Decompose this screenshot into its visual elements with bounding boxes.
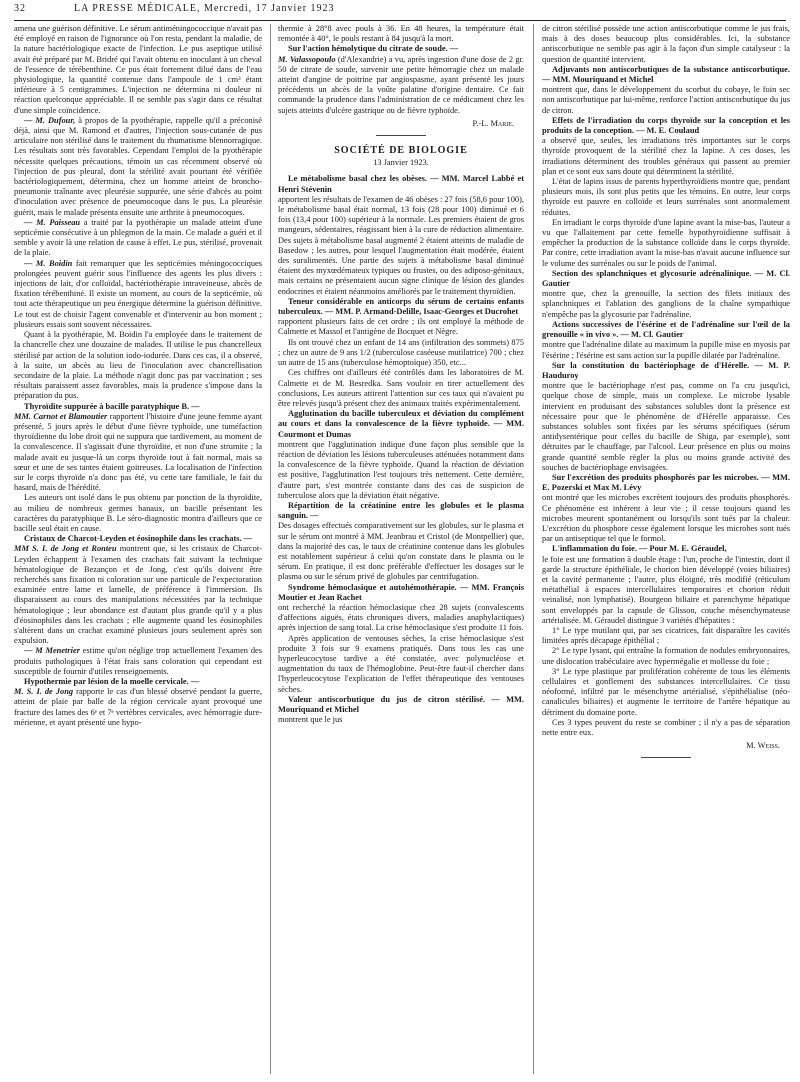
paragraph <box>542 24 790 65</box>
paragraph <box>278 634 524 695</box>
section-heading: Sur l'action hémolytique du citrate de soude. — <box>288 44 459 54</box>
paragraph-text: rapporte le cas d'un blessé observé pendant la guerre, atteint de plaie par balle de la région cervicale ayant provoqué une fracture des lames des 6ᵉ et 7ᵉ vertèbres cervicales, avec hémorragie dure-mérienne, et ayant présenté une hypo- <box>14 687 262 727</box>
section-heading: Le métabolisme basal chez les obèses. — MM. Marcel Labbé et Henri Stévenin <box>278 174 524 194</box>
author-names: — M Menetrier <box>24 646 80 656</box>
author-signature: P.-L. Marie. <box>472 118 514 128</box>
paragraph-text: Ils ont trouvé chez un enfant de 14 ans (infiltration des sommets) 875 ; chez un autre de 9 ans 1/2 (tuberculose caséeuse mutilatrice) 700 ; chez un autre de 15 ans (tuberculose hémoptoïque) 350, etc... <box>278 337 524 368</box>
author-signature: M. Weiss. <box>746 741 780 751</box>
paragraph-text: 1° Le type mutilant qui, par ses cicatrices, fait disparaître les cavités limitées après décapage épithélial ; <box>542 625 790 646</box>
paragraph <box>278 368 524 409</box>
paragraph <box>14 330 262 401</box>
paragraph <box>14 116 262 218</box>
paragraph-text: 2° Le type lysant, qui entraîne la formation de nodules embryonnaires, une dislocation trabéculaire avec hypermégalie et mollesse du foie ; <box>542 646 790 666</box>
paragraph-text: montrent que l'agglutination indique d'une façon plus sensible que la réaction de déviation les lésions tuberculeuses atténuées notamment dans la convalescence de la fièvre typhoïde. Quand la réaction de déviation est positive, l'agglutination l'est toujours très nettement. Cette dernière, d'autre part, s'est montrée constante dans des cas de suspicion de tuberculose alors que la déviation était négative. <box>278 439 524 500</box>
paragraph <box>542 177 790 218</box>
column-3 <box>542 24 790 1076</box>
paragraph <box>542 667 790 718</box>
paragraph-text: amena une guérison définitive. Le sérum antiméningococcique n'avait pas été employé en raison de l'ignorance où l'on resta, pendant la maladie, de la nature bactériologique exacte de l'infection. Le pus aseptique utilisé avait été préparé par M. Bridré qui l'avait obtenu en inoculant à un cheval de l'essence de térébenthine. Ce pus était fortement dilué dans de l'eau physiologique, la quantité contenue dans l'ampoule de 1 cm³ étant inférieure à 5 centigrammes. L'injection ne détermina ni douleur ni réaction quelconque appréciable. Il ne semble pas s'agir dans ce résultat d'une simple coïncidence. <box>14 24 262 115</box>
section-heading: Syndrome hémoclasique et autohémothérapie. — MM. François Moutier et Jean Rachet <box>278 582 524 602</box>
author-names: MM. Carnot et Blamoutier <box>14 411 108 421</box>
author-names: MM S. I. de Jong et Ronteu <box>14 544 117 554</box>
paragraph <box>278 317 524 337</box>
paragraph <box>542 718 790 738</box>
author-names: M. Valassopoulo <box>278 54 336 64</box>
paragraph <box>542 85 790 116</box>
session-date: 13 Janvier 1923. <box>373 158 429 168</box>
paragraph <box>278 24 524 44</box>
paragraph <box>14 412 262 494</box>
column-divider <box>270 24 271 1074</box>
page-number: 32 <box>14 3 26 14</box>
paragraph-text: fait remarquer que les septicémies méningococciques prolongées peuvent guérir sous l'influence des agents les plus divers : injections de lait, d'or colloïdal, bactériothérapie intraveineuse, abcès de fixation térébenthiné. Il existe un moment, au cours de la septicémie, où tout acte thérapeutique un peu énergique détermine la guérison définitive. Le tout est de choisir l'agent convenable et d'intervenir au bon moment ; plusieurs essais sont souvent nécessaires. <box>14 258 262 329</box>
paragraph <box>14 259 262 330</box>
paragraph-text: le foie est une formation à double étage : l'un, proche de l'intestin, dont il garde la structure épithéliale, le chorion bien développé (voies biliaires) et la cavité permanente ; l'autre, plus éloigné, très modifié (réticulum métathélial à espaces intercellulaires temporaires et chorion réduit veinalisé, non lymphatisé). Bourgeon biliaire et parenchyme hépatique sont enveloppés par la capsule de Glisson, couche mésenchymateuse artérialisée. M. Géraudel distingue 3 variétés d'hépatites : <box>542 554 790 625</box>
paragraph-text: 3° Le type plastique par prolifération cohérente de tous les éléments cellulaires et gonflement des substances intercellulaires. Ce tissu néoformé, infiltré par le mésenchyme artérialisé, s'épithélialise (néo-canalicules biliaires) et augmente le territoire de l'artère hépatique au détriment du domaine porte. <box>542 666 790 717</box>
divider <box>641 757 691 758</box>
paragraph-text: Ces 3 types peuvent du reste se combiner ; il n'y a pas de séparation nette entre eux. <box>542 717 790 738</box>
paragraph-text: L'état de lapins issus de parents hyperthyroïdiens montre que, pendant plusieurs mois, ils sont plus petits que les témoins. En outre, leur corps thyroïde est pauvre en colloïde et leurs surrénales sont anormalement réduites. <box>542 177 790 217</box>
paragraph-text: a observé que, seules, les irradiations très importantes sur le corps thyroïde provoquent de la stérilité chez la lapine. A ces doses, les irradiations déterminent des troubles généraux qui passent au premier plan et ce sont eux sans doute qui déterminent la stérilité. <box>542 136 790 176</box>
paragraph <box>14 493 262 534</box>
section-heading: Agglutination du bacille tuberculeux et déviation du complément au cours et dans la convalescence de la fièvre typhoïde. — MM. Courmont et Dumas <box>278 409 524 439</box>
paragraph <box>278 715 524 725</box>
paragraph <box>14 646 262 677</box>
paragraph <box>278 440 524 501</box>
paragraph-text: Des dosages effectués comparativement sur les globules, sur le plasma et sur le sérum ont montré à MM. Jeanbrau et Cristol (de Montpellier) que, dans la majorité des cas, le taux de créatinine contenue dans les globules est notablement supérieur à celui qu'on constate dans le plasma ou le sérum. En pratique, il est donc préférable d'effectuer les dosages sur le plasma ou sur le sérum privé de globules par centrifugation. <box>278 521 524 582</box>
paragraph <box>278 195 524 297</box>
section-heading: Cristaux de Charcot-Leyden et éosinophile dans les crachats. — <box>24 534 253 544</box>
paragraph-text: (d'Alexandrie) a vu, après ingestion d'une dose de 2 gr. 50 de citrate de soude, survenir une petite hémorragie chez un malade atteint d'angine de poitrine par angiospasme, ayant présenté les jours précédents un abcès de la voûte palatine d'origine dentaire. Ce fait commande la prudence dans l'administration de ce médicament chez les sujets atteints d'ulcère gastrique ou de fièvre typhoïde. <box>278 54 524 115</box>
section-heading: Sur l'excrétion des produits phosphorés par les microbes. — MM. E. Pozerski et Max M. Lévy <box>542 472 790 493</box>
section-heading: Sur la constitution du bactériophage de d'Hérelle. — M. P. Hauduroy <box>542 360 790 380</box>
paragraph-text: ont recherché la réaction hémoclasique chez 28 sujets (convalescents d'affections aiguës, états chroniques divers, maladies anaphylactiques) après injection de sang total. La crise hémoclasique s'est produite 11 fois. <box>278 602 524 633</box>
paragraph <box>14 218 262 259</box>
paragraph <box>278 55 524 116</box>
section-heading: Hypothermie par lésion de la moelle cervicale. — <box>24 677 200 686</box>
paragraph <box>278 603 524 634</box>
paragraph-text: thermie à 28°8 avec pouls à 36. En 48 heures, la température était remontée à 40°, le pouls restant à 84 jusqu'à la mort. <box>278 24 524 44</box>
author-names: — M. Dufour, <box>24 115 76 125</box>
page-header <box>14 0 786 21</box>
section-heading: Adjuvants non antiscorbutiques de la substance antiscorbutique. — MM. Mouriquand et Michel <box>542 64 790 85</box>
paragraph <box>542 646 790 666</box>
paragraph <box>542 493 790 544</box>
author-names: — M. Paisseau <box>24 217 81 227</box>
paragraph-text: montrent que, si les cristaux de Charcot-Leyden échappent à l'examen des crachats fait suivant la technique hématologique de Bezançon et de Jong, c'est qu'ils doivent être recherchés sans fixation ni coloration sur une particule de l'expectoration examinée entre lame et lamelle, de préférence à l'immersion. Ils disparaissent au cours des manipulations nécessitées par la technique hématologique ; leur abondance est d'autant plus grande qu'il y a plus d'éosinophiles dans les crachats ; elle augmente quand les éosinophiles s'altèrent dans un crachat examiné plusieurs jours seulement après son expulsion. <box>14 544 262 646</box>
paragraph <box>542 626 790 646</box>
paragraph-text: rapportent plusieurs faits de cet ordre ; ils ont employé la méthode de Calmette et Massol et l'antigène de Bocquet et Nègre. <box>278 317 524 337</box>
section-heading: Thyroïdite suppurée à bacille paratyphique B. — <box>24 401 200 411</box>
paragraph <box>542 136 790 177</box>
column-divider <box>533 24 534 1074</box>
paragraph-text: montre que le bactériophage n'est pas, comme on l'a cru jusqu'ici, quelque chose de simple, mais un complexe. Le microbe lysable intervient en produisant des substances solubles dont la présence est nécessaire pour que le phénomène de d'Hérelle apparaisse. Ces substances solubles sont fixées par les sérums spécifiques (sérum antidysentérique pour celles du bacille de Shiga, par exemple), sont détruites par le chauffage, par l'alcool. Leur présence en plus ou moins grande quantité semble régler la plus ou moins grande activité des souches de bactériophage envisagées. <box>542 381 790 472</box>
paragraph-text: apportent les résultats de l'examen de 46 obèses : 27 fois (58,6 pour 100), le métabolisme basal était normal, 13 fois (28 pour 100) diminué et 6 fois (13,4 pour 100) supérieur à la normale. Les premiers étaient de gros mangeurs, sédentaires, réagissant bien à la cure de réduction alimentaire. Des sujets à métabolisme basal augmenté 2 étaient atteints de maladie de Basedow ; les autres, pour lesquel l'augmentation était modérée, étaient des suralimentés. Une partie des sujets à métabolisme basal diminué étaient des myxœdémateux typiques ou frustes, ou des adiposo-génitaux, mais certains ne présentaient aucun signe clinique de lésion des glandes endocrines et étaient néanmoins améliorés par le traitement thyroïdien. <box>278 194 524 296</box>
paragraph-text: montrent que, dans le développement du scorbut du cobaye, le foin sec non antiscorbutique par lui-même, renforce l'action antiscorbutique du jus de citron. <box>542 85 790 115</box>
paragraph-text: En irradiant le corps thyroïde d'une lapine avant la mise-bas, l'auteur a vu que l'allaitement par cette femelle hypothyroïdienne suffisait à empêcher la production de la substance colloïde dans le corps thyroïde. Par contre, cette irradiation avant la mise-bas n'avait aucune influence sur le volume des surrénales ou sur le poids de l'animal. <box>542 217 790 268</box>
column-2 <box>278 24 524 1076</box>
paragraph-text: Après application de ventouses sèches, la crise hémoclasique s'est produite 3 fois sur 9 examens pratiqués. Dans tous les cas une hyperleucocytose tardive a été constatée, avec polynucléose et augmentation du taux de l'hémoglobine. Peut-être faut-il chercher dans l'hyperleucocytose l'explication de l'effet thérapeutique des ventouses sèches. <box>278 633 524 694</box>
paragraph <box>278 521 524 582</box>
society-title: SOCIÉTÉ DE BIOLOGIE <box>334 145 468 157</box>
paragraph <box>278 338 524 369</box>
paragraph-text: a traité par la pyothérapie un malade atteint d'une septicémie consécutive à un phlegmon de la main. Ce malade a guéri et il semble y avoir là une relation de cause à effet. Le pus, stérilisé, provenait de la plaie. <box>14 217 262 258</box>
paragraph <box>14 687 262 728</box>
paragraph-text: de citron stérilisé possède une action antiscorbutique comme le jus frais, mais à des doses beaucoup plus considérables. Ici, la substance antiscorbutique ne semble pas agir à la façon d'un simple catalyseur : la question de quantité intervient. <box>542 24 790 64</box>
paragraph-text: montre que l'adrénaline dilate au maximum la pupille mise en myosis par l'ésérine ; l'ésérine est sans action sur la pupille dilatée par l'adrénaline. <box>542 340 790 360</box>
paragraph <box>542 555 790 626</box>
section-heading: Effets de l'irradiation du corps thyroïde sur la conception et les produits de la conception. — M. E. Coulaud <box>542 115 790 136</box>
paragraph <box>14 544 262 646</box>
author-names: M. S. I. de Jong <box>14 687 74 697</box>
section-heading: Section des splanchniques et glycosurie adrénalinique. — M. Cl. Gautier <box>542 268 790 289</box>
paragraph-text: estime qu'on néglige trop actuellement l'examen des produits pathologiques à l'état frais sans coloration qui cependant est susceptible de fournir d'utiles renseignements. <box>14 646 262 676</box>
author-names: — M. Boidin <box>24 258 73 268</box>
section-heading: Teneur considérable en anticorps du sérum de certains enfants tuberculeux. — MM. P. Armand-Delille, Isaac-Georges et Ducrohet <box>278 296 524 317</box>
section-heading: Répartition de la créatinine entre les globules et le plasma sanguin. — <box>278 500 524 521</box>
paragraph <box>542 218 790 269</box>
paragraph-text: montre que, chez la grenouille, la section des filets initiaux des splanchniques et l'ablation des ganglions de la chaîne sympathique n'empêche pas la glycosurie par l'adrénaline. <box>542 289 790 319</box>
paragraph <box>542 340 790 360</box>
paragraph-text: ont montré que les microbes excrètent toujours des produits phosphorés. Ce phénomène est inhérent à leur vie ; il cesse toujours quand les microbes meurent spontanément ou lorsqu'ils sont tués par la chaleur. L'excrétion du phosphore cesse également lorsque les microbes sont tués par un antiseptique tel que le formol. <box>542 493 790 544</box>
divider <box>376 135 426 136</box>
paragraph-text: montrent que le jus <box>278 715 343 725</box>
paragraph-text: Les auteurs ont isolé dans le pus obtenu par ponction de la thyroïdite, au milieu de nombreux germes banaux, un bacille présentant les caractères du paratyphique B. Le séro-diagnostic montra d'ailleurs que ce bacille seul était en cause. <box>14 493 262 533</box>
paragraph-text: à propos de la pyothérapie, rappelle qu'il a préconisé déjà, ainsi que M. Ramond et d'autres, l'injection sous-cutanée de pus articulaire non stérilisé dans le traitement du rhumatisme blennorragique. Les résultats sont très favorables. Cependant l'emploi de la pyothérapie nécessite quelques précautions, témoin un cas récemment observé où l'injection de pus pleural, dont la stérilité avait pourtant été vérifiée bactériologiquement, détermina, chez un homme atteint de broncho-pneumonie traînante avec pleurésie suppurée, une série d'abcès au point d'inoculation avec présence de pneumocoque dans le pus. La pleurésie guérit, mais le malade présenta ensuite une arthrite à pneumocoques. <box>14 115 262 217</box>
section-heading: L'inflammation du foie. — Pour M. E. Géraudel, <box>552 544 727 554</box>
paragraph-text: Ces chiffres ont d'ailleurs été contrôlés dans les laboratoires de M. Calmette et de M. Besredka. Sans vouloir en tirer actuellement des conclusions, Les auteurs attirent l'attention sur ces taux qui n'avaient pu être relevés jusqu'à présent chez des animaux traités expérimentalement. <box>278 368 524 408</box>
column-1 <box>14 24 262 1076</box>
paragraph-text: rapportent l'histoire d'une jeune femme ayant présenté, 5 jours après le début d'une fièvre typhoïde, une tuméfaction thyroïdienne du lobe droit qui ne suppura que tardivement, au moment de la convalescence. Il s'agissait d'une thyroïdite, et non d'une strumite ; la malade avait eu jusque-là un corps thyroïde tout à fait normal, mais sa sœur et une de ses tantes étaient goitreuses. La localisation de l'infection sur le corps thyroïde n'a donc pas été, vu cette tare familiale, le fait du hasard, mais de l'hérédité. <box>14 411 262 493</box>
paragraph <box>542 289 790 320</box>
paragraph <box>14 24 262 116</box>
paragraph-text: Quant à la pyothérapie, M. Boidin l'a employée dans le traitement de la chancrelle chez une douzaine de malades. Il utilise le pus chancrelleux stérilisé par action de la solution iodo-iodurée. Dans ces cas, il a observé, à la suite, un abcès au lieu de l'inoculation avec chancrellisation secondaire de la plaie. La méthode n'agit donc pas par vaccination ; ses résultats paraissent assez favorables, mais la prudence s'impose dans la préparation du pus. <box>14 330 262 401</box>
section-heading: Valeur antiscorbutique du jus de citron stérilisé. — MM. Mouriquand et Michel <box>278 694 524 714</box>
running-title: LA PRESSE MÉDICALE, Mercredi, 17 Janvier 1923 <box>74 3 335 14</box>
section-heading: Actions successives de l'ésérine et de l'adrénaline sur l'œil de la grenouille « in vivo ». — M. Cl. Gautier <box>542 319 790 340</box>
paragraph <box>542 381 790 473</box>
